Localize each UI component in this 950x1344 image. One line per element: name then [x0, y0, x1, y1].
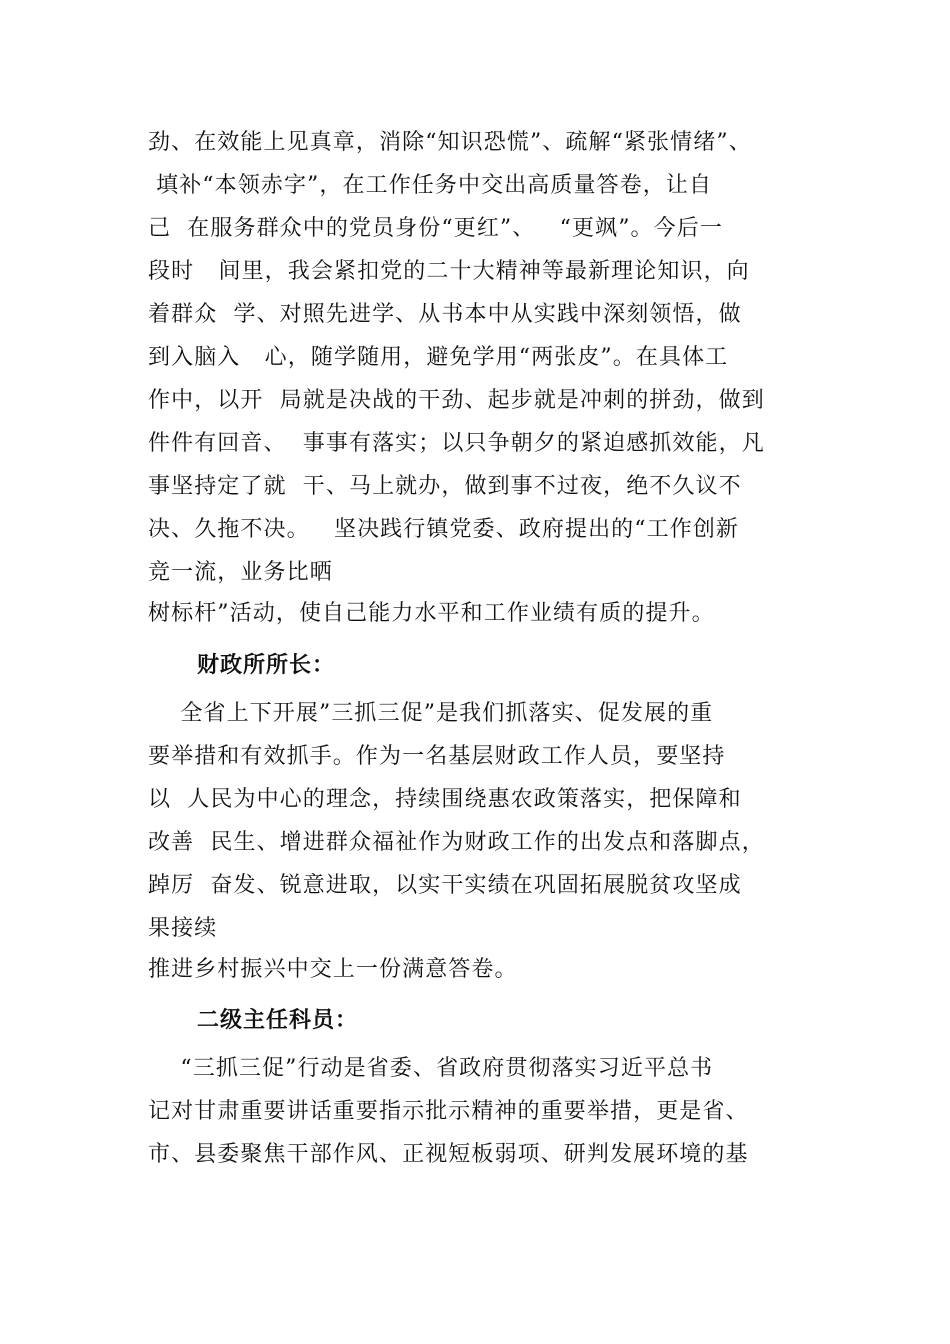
- text-line: 果接续: [148, 916, 218, 941]
- text-line: 己 在服务群众中的党员身份“更红”、 “更飒”。今后一: [148, 216, 723, 241]
- text-line: 到入脑入 心，随学随用，避免学用“两张皮”。在具体工: [148, 345, 729, 370]
- text-line: 以 人民为中心的理念，持续围绕惠农政策落实，把保障和: [148, 787, 742, 812]
- text-line: 推进乡村振兴中交上一份满意答卷。: [148, 957, 518, 982]
- text-line: 竞一流，业务比晒: [148, 560, 333, 585]
- text-line: 树标杆”活动，使自己能力水平和工作业绩有质的提升。: [148, 601, 715, 626]
- text-line: 踔厉 奋发、锐意进取，以实干实绩在巩固拓展脱贫攻坚成: [148, 873, 742, 898]
- text-line: 劲、在效能上见真章，消除“知识恐慌”、疏解“紧张情绪”、: [148, 130, 752, 155]
- section-heading: 财政所所长：: [197, 652, 336, 678]
- text-line: 填补“本领赤字”，在工作任务中交出高质量答卷，让自: [148, 173, 713, 198]
- text-line: 要举措和有效抓手。作为一名基层财政工作人员，要坚持: [148, 744, 726, 769]
- text-line: 着群众 学、对照先进学、从书本中从实践中深刻领悟，做: [148, 302, 742, 327]
- text-line: 全省上下开展”三抓三促”是我们抓落实、促发展的重: [148, 701, 714, 726]
- section-heading: 二级主任科员：: [197, 1007, 359, 1033]
- text-line: 改善 民生、增进群众福祉作为财政工作的出发点和落脚点，: [148, 830, 765, 855]
- text-line: 事坚持定了就 干、马上就办，做到事不过夜，绝不久议不: [148, 474, 742, 499]
- text-line: “三抓三促”行动是省委、省政府贯彻落实习近平总书: [148, 1056, 714, 1081]
- text-line: 段时 间里，我会紧扣党的二十大精神等最新理论知识，向: [148, 259, 750, 284]
- text-line: 决、久拖不决。 坚决践行镇党委、政府提出的“工作创新: [148, 517, 740, 542]
- text-line: 记对甘肃重要讲话重要指示批示精神的重要举措，更是省、: [148, 1099, 749, 1124]
- text-line: 市、县委聚焦干部作风、正视短板弱项、研判发展环境的基: [148, 1142, 749, 1167]
- text-line: 作中，以开 局就是决战的干劲、起步就是冲刺的拼劲，做到: [148, 388, 765, 413]
- text-line: 件件有回音、 事事有落实；以只争朝夕的紧迫感抓效能，凡: [148, 431, 765, 456]
